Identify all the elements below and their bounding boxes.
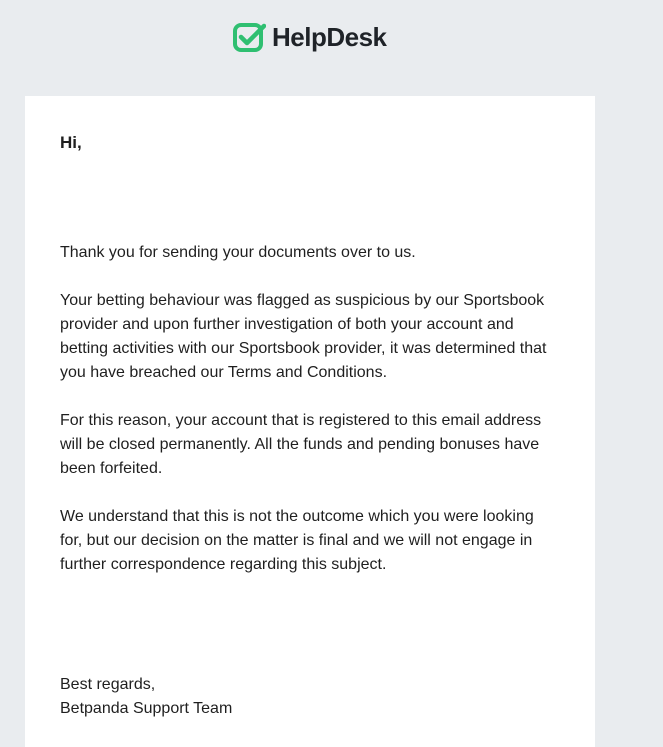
checkmark-box-icon bbox=[233, 22, 266, 52]
greeting: Hi, bbox=[60, 133, 82, 152]
signature: Betpanda Support Team bbox=[60, 700, 233, 717]
paragraph-thanks: Thank you for sending your documents over to us. bbox=[60, 244, 416, 261]
email-header bbox=[0, 0, 663, 96]
paragraph-account-closed: For this reason, your account that is registered to this email address will be closed permanently. All the funds and pending bonuses have been forfeited. bbox=[60, 412, 542, 477]
brand-name: HelpDesk bbox=[272, 22, 387, 52]
helpdesk-logo bbox=[233, 22, 387, 52]
paragraph-flagged: Your betting behaviour was flagged as suspicious by our Sportsbook provider and upon further investigation of both your account and betting activities with our Sportsbook provider, it was determined that you have breached our Terms and Conditions. bbox=[60, 292, 547, 381]
email-body-card bbox=[25, 96, 595, 747]
closing-line: Best regards, bbox=[60, 676, 156, 693]
paragraph-decision-final: We understand that this is not the outcome which you were looking for, but our decision on the matter is final and we will not engage in further correspondence regarding this subject. bbox=[60, 508, 534, 573]
email-signoff bbox=[60, 673, 560, 721]
